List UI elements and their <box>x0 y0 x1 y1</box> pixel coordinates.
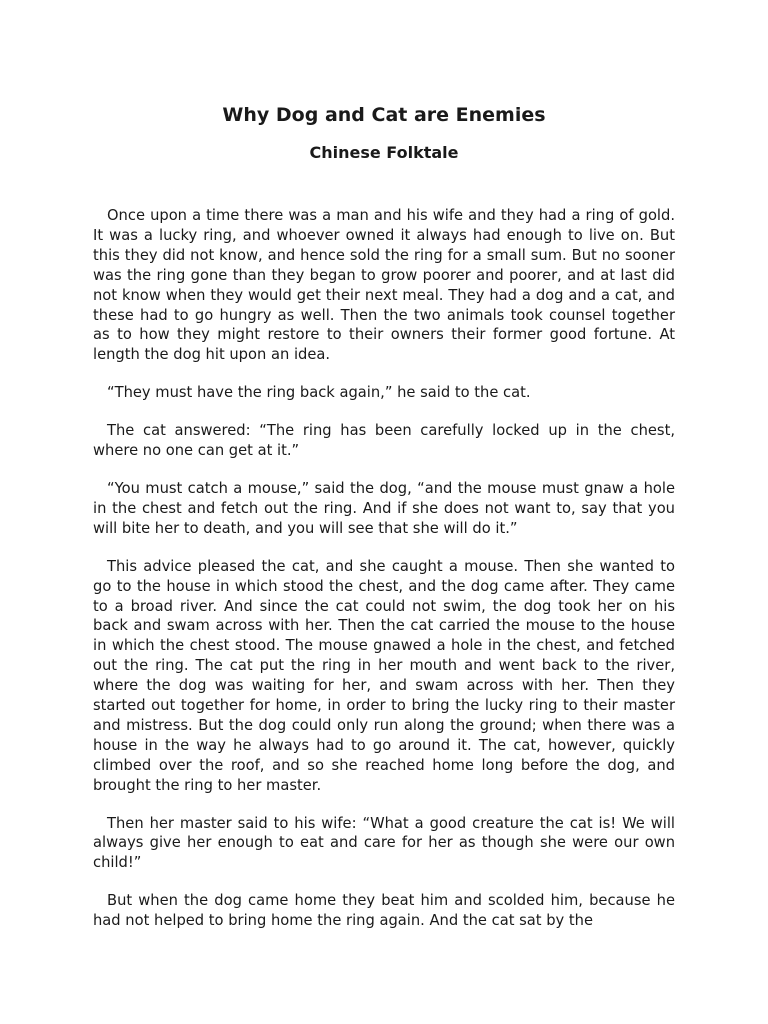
paragraph-2: “They must have the ring back again,” he said to the cat. <box>107 384 531 402</box>
paragraph-3: The cat answered: “The ring has been carefully locked up in the chest, where no one can get at it.” <box>93 422 675 460</box>
paragraph-5: This advice pleased the cat, and she caught a mouse. Then she wanted to go to the house in which stood the chest, and the dog came after. They came to a broad river. And since the cat could not swim, the dog took her on his back and swam across with her. Then the cat carried the mouse to the house in which the chest stood. The mouse gnawed a hole in the chest, and fetched out the ring. The cat put the ring in her mouth and went back to the river, where the dog was waiting for her, and swam across with her. Then they started out together for home, in order to bring the lucky ring to their master and mistress. But the dog could only run along the ground; when there was a house in the way he always had to go around it. The cat, however, quickly climbed over the roof, and so she reached home long before the dog, and brought the ring to her master. <box>93 557 675 794</box>
document-body <box>93 206 675 931</box>
paragraph-1: Once upon a time there was a man and his wife and they had a ring of gold. It was a lucky ring, and whoever owned it always had enough to live on. But this they did not know, and hence sold the ring for a small sum. But no sooner was the ring gone than they began to grow poorer and poorer, and at last did not know when they would get their next meal. They had a dog and a cat, and these had to go hungry as well. Then the two animals took counsel together as to how they might restore to their owners their former good fortune. At length the dog hit upon an idea. <box>93 207 675 364</box>
document-subtitle: Chinese Folktale <box>309 143 459 162</box>
paragraph-4: “You must catch a mouse,” said the dog, “and the mouse must gnaw a hole in the chest and fetch out the ring. And if she does not want to, say that you will bite her to death, and you will see that she will do it.” <box>93 479 675 537</box>
document-page <box>93 100 675 949</box>
document-title: Why Dog and Cat are Enemies <box>222 104 546 126</box>
paragraph-6: Then her master said to his wife: “What a good creature the cat is! We will always give her enough to eat and care for her as though she were our own child!” <box>93 814 675 872</box>
paragraph-7: But when the dog came home they beat him and scolded him, because he had not helped to bring home the ring again. And the cat sat by the <box>93 892 675 930</box>
